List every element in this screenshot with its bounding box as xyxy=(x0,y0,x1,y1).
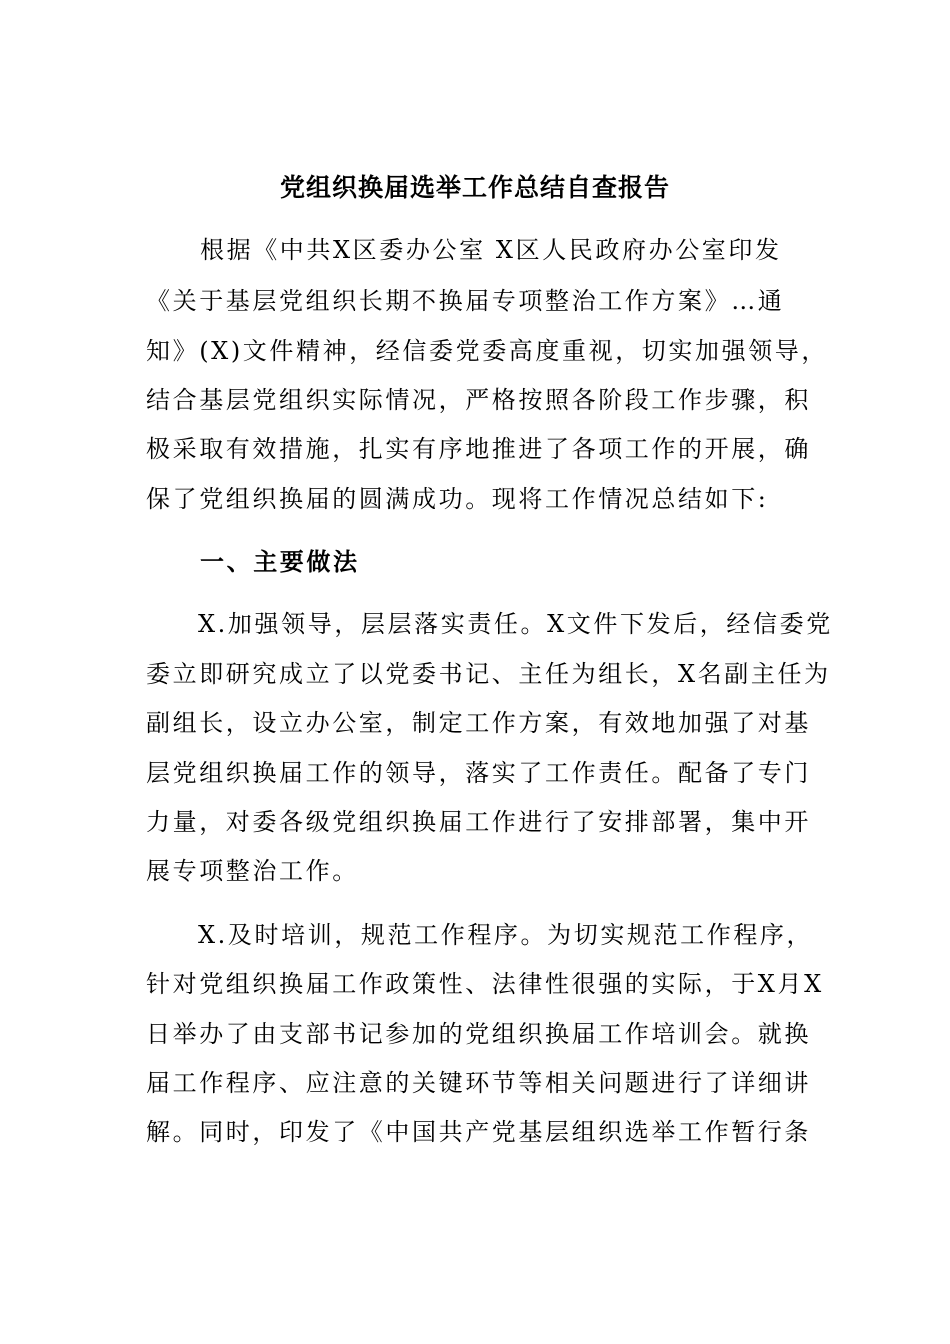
document-title: 党组织换届选举工作总结自查报告 xyxy=(279,173,670,202)
body-line: 解。同时，印发了《中国共产党基层组织选举工作暂行条 xyxy=(146,1118,811,1146)
body-line: 知》(X)文件精神，经信委党委高度重视，切实加强领导， xyxy=(146,337,829,365)
body-line: 针对党组织换届工作政策性、法律性很强的实际，于X月X xyxy=(146,970,824,998)
body-line: 日举办了由支部书记参加的党组织换届工作培训会。就换 xyxy=(146,1020,811,1048)
body-line: 结合基层党组织实际情况，严格按照各阶段工作步骤，积 xyxy=(146,386,811,414)
body-line: 届工作程序、应注意的关键环节等相关问题进行了详细讲 xyxy=(146,1069,811,1097)
body-line: 《关于基层党组织长期不换届专项整治工作方案》…通 xyxy=(146,287,785,315)
body-line: X.加强领导，层层落实责任。X文件下发后，经信委党 xyxy=(198,610,833,638)
body-line: 力量，对委各级党组织换届工作进行了安排部署，集中开 xyxy=(146,808,811,836)
body-line: 层党组织换届工作的领导，落实了工作责任。配备了专门 xyxy=(146,759,811,787)
body-line: 展专项整治工作。 xyxy=(146,857,359,885)
body-line: X.及时培训，规范工作程序。为切实规范工作程序， xyxy=(198,921,814,949)
body-line: 委立即研究成立了以党委书记、主任为组长，X名副主任为 xyxy=(146,660,831,688)
body-line: 极采取有效措施，扎实有序地推进了各项工作的开展，确 xyxy=(146,435,811,463)
body-line: 保了党组织换届的圆满成功。现将工作情况总结如下: xyxy=(146,485,769,513)
body-line: 副组长，设立办公室，制定工作方案，有效地加强了对基 xyxy=(146,709,811,737)
section-heading: 一、主要做法 xyxy=(200,548,360,576)
body-line: 根据《中共X区委办公室 X区人民政府办公室印发 xyxy=(200,236,782,264)
